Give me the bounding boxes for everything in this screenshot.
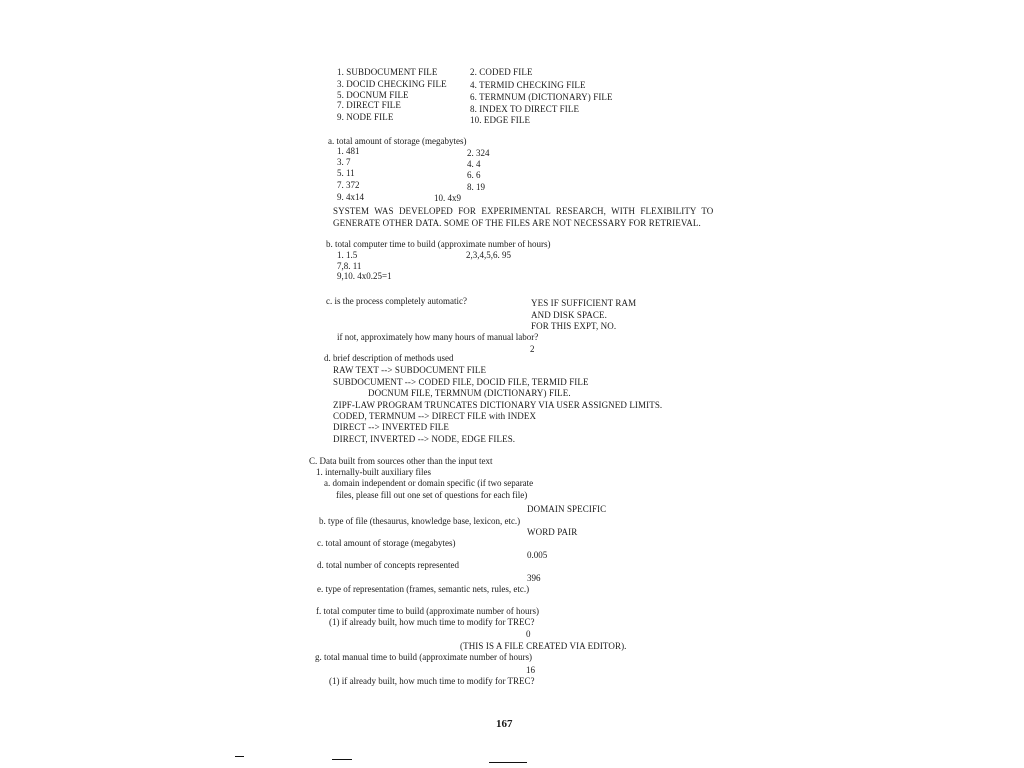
question-line: (1) if already built, how much time to modify for TREC? [329,676,535,686]
method-line: CODED, TERMNUM --> DIRECT FILE with INDEX [333,411,537,421]
method-line: RAW TEXT --> SUBDOCUMENT FILE [333,365,487,375]
file-list-item: 5. DOCNUM FILE [337,90,409,100]
scan-artifact-line [235,756,244,757]
question-line: files, please fill out one set of questions for each file) [336,490,528,500]
method-line: SUBDOCUMENT --> CODED FILE, DOCID FILE, TERMID FILE [333,377,589,387]
section-heading: b. total computer time to build (approximate number of hours) [326,239,551,249]
storage-note-line: GENERATE OTHER DATA. SOME OF THE FILES ARE NOT NECESSARY FOR RETRIEVAL. [333,218,701,228]
time-value: 7,8. 11 [337,261,362,271]
answer-line: 0 [526,629,531,639]
file-list-item: 3. DOCID CHECKING FILE [337,79,447,89]
storage-value: 7. 372 [337,180,360,190]
scan-artifact-line [332,759,352,760]
method-line: ZIPF-LAW PROGRAM TRUNCATES DICTIONARY VIA USER ASSIGNED LIMITS. [333,400,663,410]
question-line: a. domain independent or domain specific (if two separate [324,478,534,488]
answer-line: (THIS IS A FILE CREATED VIA EDITOR). [460,641,627,651]
storage-value: 6. 6 [467,170,481,180]
storage-value: 4. 4 [467,159,481,169]
storage-value: 3. 7 [337,157,351,167]
page-number: 167 [496,718,513,730]
question-line: g. total manual time to build (approximate number of hours) [315,652,532,662]
file-list-item: 9. NODE FILE [337,112,394,122]
file-list-item: 6. TERMNUM (DICTIONARY) FILE [470,92,613,102]
answer-line: WORD PAIR [527,527,578,537]
storage-note-line: SYSTEM WAS DEVELOPED FOR EXPERIMENTAL RESEARCH, WITH FLEXIBILITY TO [333,206,714,216]
method-line: DOCNUM FILE, TERMNUM (DICTIONARY) FILE. [368,388,571,398]
scan-artifact-line [489,762,527,763]
followup-answer: 2 [530,344,535,354]
file-list-item: 4. TERMID CHECKING FILE [470,80,586,90]
storage-value: 5. 11 [337,168,355,178]
section-heading: a. total amount of storage (megabytes) [328,136,467,146]
answer-line: 0.005 [527,550,548,560]
time-value: 2,3,4,5,6. 95 [466,250,511,260]
question-line: e. type of representation (frames, semantic nets, rules, etc.) [317,584,530,594]
answer-line: YES IF SUFFICIENT RAM [531,298,637,308]
followup-question: if not, approximately how many hours of manual labor? [337,332,539,342]
answer-line: FOR THIS EXPT, NO. [531,321,617,331]
question-line: b. type of file (thesaurus, knowledge base, lexicon, etc.) [319,516,521,526]
section-heading: c. is the process completely automatic? [326,296,467,306]
answer-line: DOMAIN SPECIFIC [527,504,607,514]
storage-value: 2. 324 [467,148,490,158]
subsection-heading: 1. internally-built auxiliary files [316,467,431,477]
question-line: c. total amount of storage (megabytes) [317,538,456,548]
question-line: d. total number of concepts represented [317,560,459,570]
file-list-item: 2. CODED FILE [470,67,533,77]
method-line: DIRECT --> INVERTED FILE [333,422,450,432]
section-heading: d. brief description of methods used [324,353,454,363]
storage-value: 1. 481 [337,146,360,156]
storage-value: 10. 4x9 [434,193,461,203]
question-line: (1) if already built, how much time to modify for TREC? [329,617,535,627]
method-line: DIRECT, INVERTED --> NODE, EDGE FILES. [333,434,516,444]
storage-value: 9. 4x14 [337,192,364,202]
file-list-item: 1. SUBDOCUMENT FILE [337,67,438,77]
storage-value: 8. 19 [467,182,485,192]
part-heading: C. Data built from sources other than the input text [309,456,493,466]
file-list-item: 8. INDEX TO DIRECT FILE [470,104,580,114]
answer-line: 396 [527,573,541,583]
file-list-item: 10. EDGE FILE [470,115,531,125]
time-value: 1. 1.5 [337,250,358,260]
answer-line: AND DISK SPACE. [531,310,607,320]
answer-line: 16 [526,665,535,675]
time-value: 9,10. 4x0.25=1 [337,271,392,281]
file-list-item: 7. DIRECT FILE [337,100,401,110]
question-line: f. total computer time to build (approximate number of hours) [316,606,539,616]
